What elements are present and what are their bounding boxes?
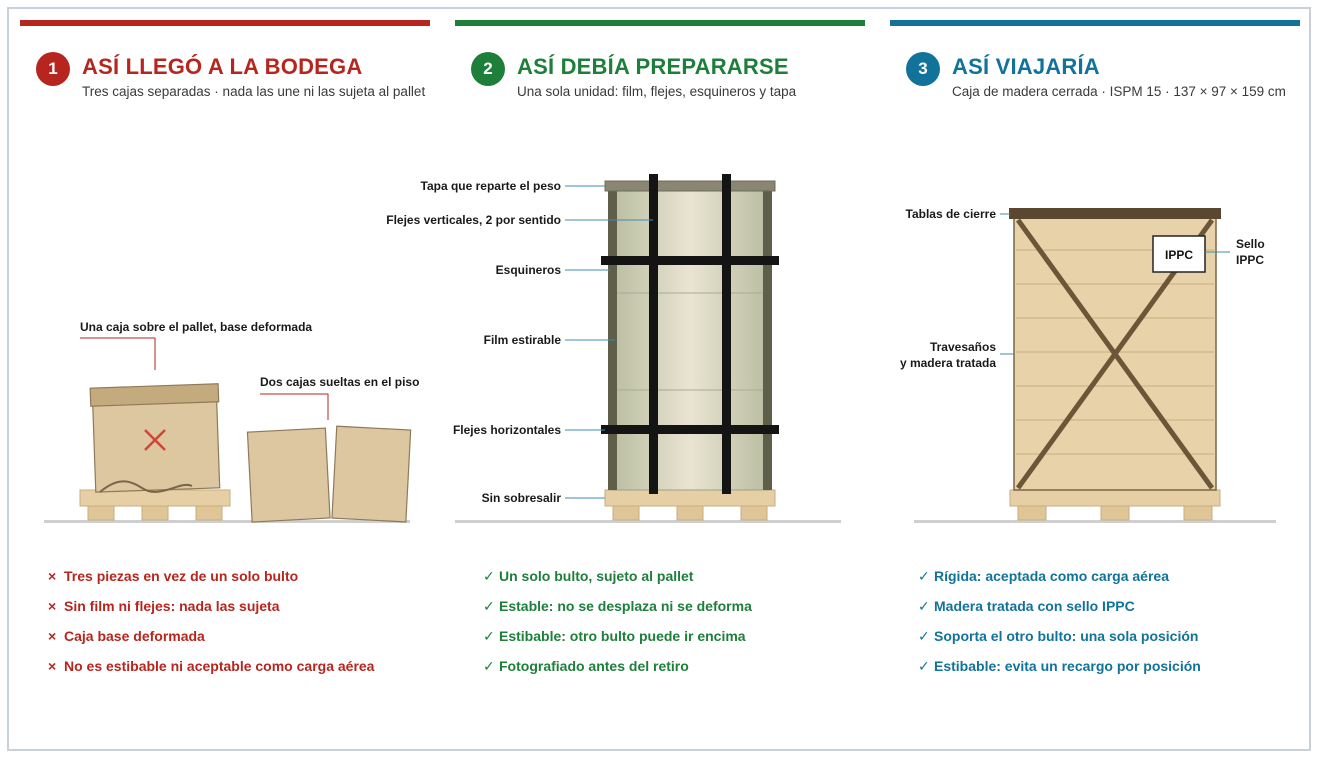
- list-item: ✓ Madera tratada con sello IPPC: [918, 598, 1135, 614]
- panel-3-illustration: [890, 120, 1300, 560]
- panel-3-number-badge: 3: [906, 52, 940, 86]
- callout-vertical-straps: Flejes verticales, 2 por sentido: [386, 213, 561, 227]
- list-item: ✓ Un solo bulto, sujeto al pallet: [483, 568, 694, 584]
- panel-1-subtitle: Tres cajas separadas · nada las une ni las sujeta al pallet: [82, 84, 426, 99]
- list-item: × Caja base deformada: [48, 628, 205, 644]
- panel-2-number-badge: 2: [471, 52, 505, 86]
- panel-1-illustration: [20, 120, 430, 560]
- callout-line-2: [260, 394, 328, 420]
- callout-horizontal-straps: Flejes horizontales: [452, 423, 561, 437]
- vertical-strap: [722, 174, 731, 494]
- callout-treated-wood: y madera tratada: [899, 356, 996, 370]
- pallet: [1010, 490, 1220, 520]
- top-cap: [605, 181, 775, 191]
- check-icon: ✓: [918, 658, 930, 674]
- callout-corner-protectors: Esquineros: [495, 263, 561, 277]
- list-item: ✓ Rígida: aceptada como carga aérea: [918, 568, 1169, 584]
- panel-1-top-bar: [20, 20, 430, 26]
- callout-box-on-pallet: Una caja sobre el pallet, base deformada: [80, 320, 313, 334]
- list-item: ✓ Estibable: otro bulto puede ir encima: [483, 628, 746, 644]
- callout-crossbars: Travesaños: [929, 340, 996, 354]
- callout-ippc: IPPC: [1236, 253, 1265, 267]
- cross-icon: ×: [48, 658, 57, 674]
- closing-board: [1009, 208, 1221, 219]
- check-icon: ✓: [483, 598, 495, 614]
- check-icon: ✓: [918, 598, 930, 614]
- list-item: × No es estibable ni aceptable como carga aérea: [48, 658, 375, 674]
- panel-3-subtitle: Caja de madera cerrada · ISPM 15 · 137 × 97 × 159 cm: [952, 84, 1286, 99]
- stretch-film: [611, 190, 769, 490]
- panel-would-travel: [890, 20, 1300, 710]
- loose-box-1: [247, 428, 330, 522]
- corner-protector-left: [608, 188, 617, 490]
- ippc-seal-text: IPPC: [1164, 248, 1194, 262]
- cross-icon: ×: [48, 598, 57, 614]
- horizontal-strap: [601, 256, 779, 265]
- callout-top-cap: Tapa que reparte el peso: [420, 179, 561, 193]
- pallet: [80, 490, 230, 520]
- panel-should-prepare: [386, 20, 865, 710]
- list-item: × Sin film ni flejes: nada las sujeta: [48, 598, 280, 614]
- panel-2-title: ASÍ DEBÍA PREPARARSE: [517, 54, 789, 79]
- panel-1-title: ASÍ LLEGÓ A LA BODEGA: [82, 54, 363, 79]
- check-icon: ✓: [483, 628, 495, 644]
- list-item: ✓ Estable: no se desplaza ni se deforma: [483, 598, 752, 614]
- check-icon: ✓: [483, 568, 495, 584]
- callout-no-overhang: Sin sobresalir: [481, 491, 561, 505]
- callout-seal: Sello: [1236, 237, 1265, 251]
- horizontal-strap: [601, 425, 779, 434]
- list-item: ✓ Estibable: evita un recargo por posición: [918, 658, 1201, 674]
- list-item: ✓ Soporta el otro bulto: una sola posición: [918, 628, 1199, 644]
- vertical-strap: [649, 174, 658, 494]
- list-item: ✓ Fotografiado antes del retiro: [483, 658, 689, 674]
- panel-2-top-bar: [455, 20, 865, 26]
- cross-icon: ×: [48, 568, 57, 584]
- floor-line: [914, 520, 1276, 523]
- panel-1-notes: [48, 568, 374, 688]
- panel-1-number-badge: 1: [36, 52, 70, 86]
- check-icon: ✓: [483, 658, 495, 674]
- corner-protector-right: [763, 188, 772, 490]
- callout-closing-boards: Tablas de cierre: [905, 207, 996, 221]
- panel-3-title: ASÍ VIAJARÍA: [952, 54, 1100, 79]
- floor-line: [455, 520, 841, 523]
- pallet: [605, 490, 775, 520]
- check-icon: ✓: [918, 568, 930, 584]
- panel-2-illustration: [386, 120, 865, 560]
- list-item: × Tres piezas en vez de un solo bulto: [48, 568, 299, 584]
- panel-3-notes: [918, 568, 1201, 688]
- panel-arrived: [20, 20, 430, 710]
- callout-stretch-film: Film estirable: [483, 333, 561, 347]
- callout-line-1: [80, 338, 155, 370]
- callout-loose-boxes: Dos cajas sueltas en el piso: [260, 375, 420, 389]
- loose-box-2: [332, 426, 411, 522]
- check-icon: ✓: [918, 628, 930, 644]
- cross-icon: ×: [48, 628, 57, 644]
- panel-3-top-bar: [890, 20, 1300, 26]
- panel-2-notes: [483, 568, 752, 688]
- panel-2-subtitle: Una sola unidad: film, flejes, esquineros y tapa: [517, 84, 797, 99]
